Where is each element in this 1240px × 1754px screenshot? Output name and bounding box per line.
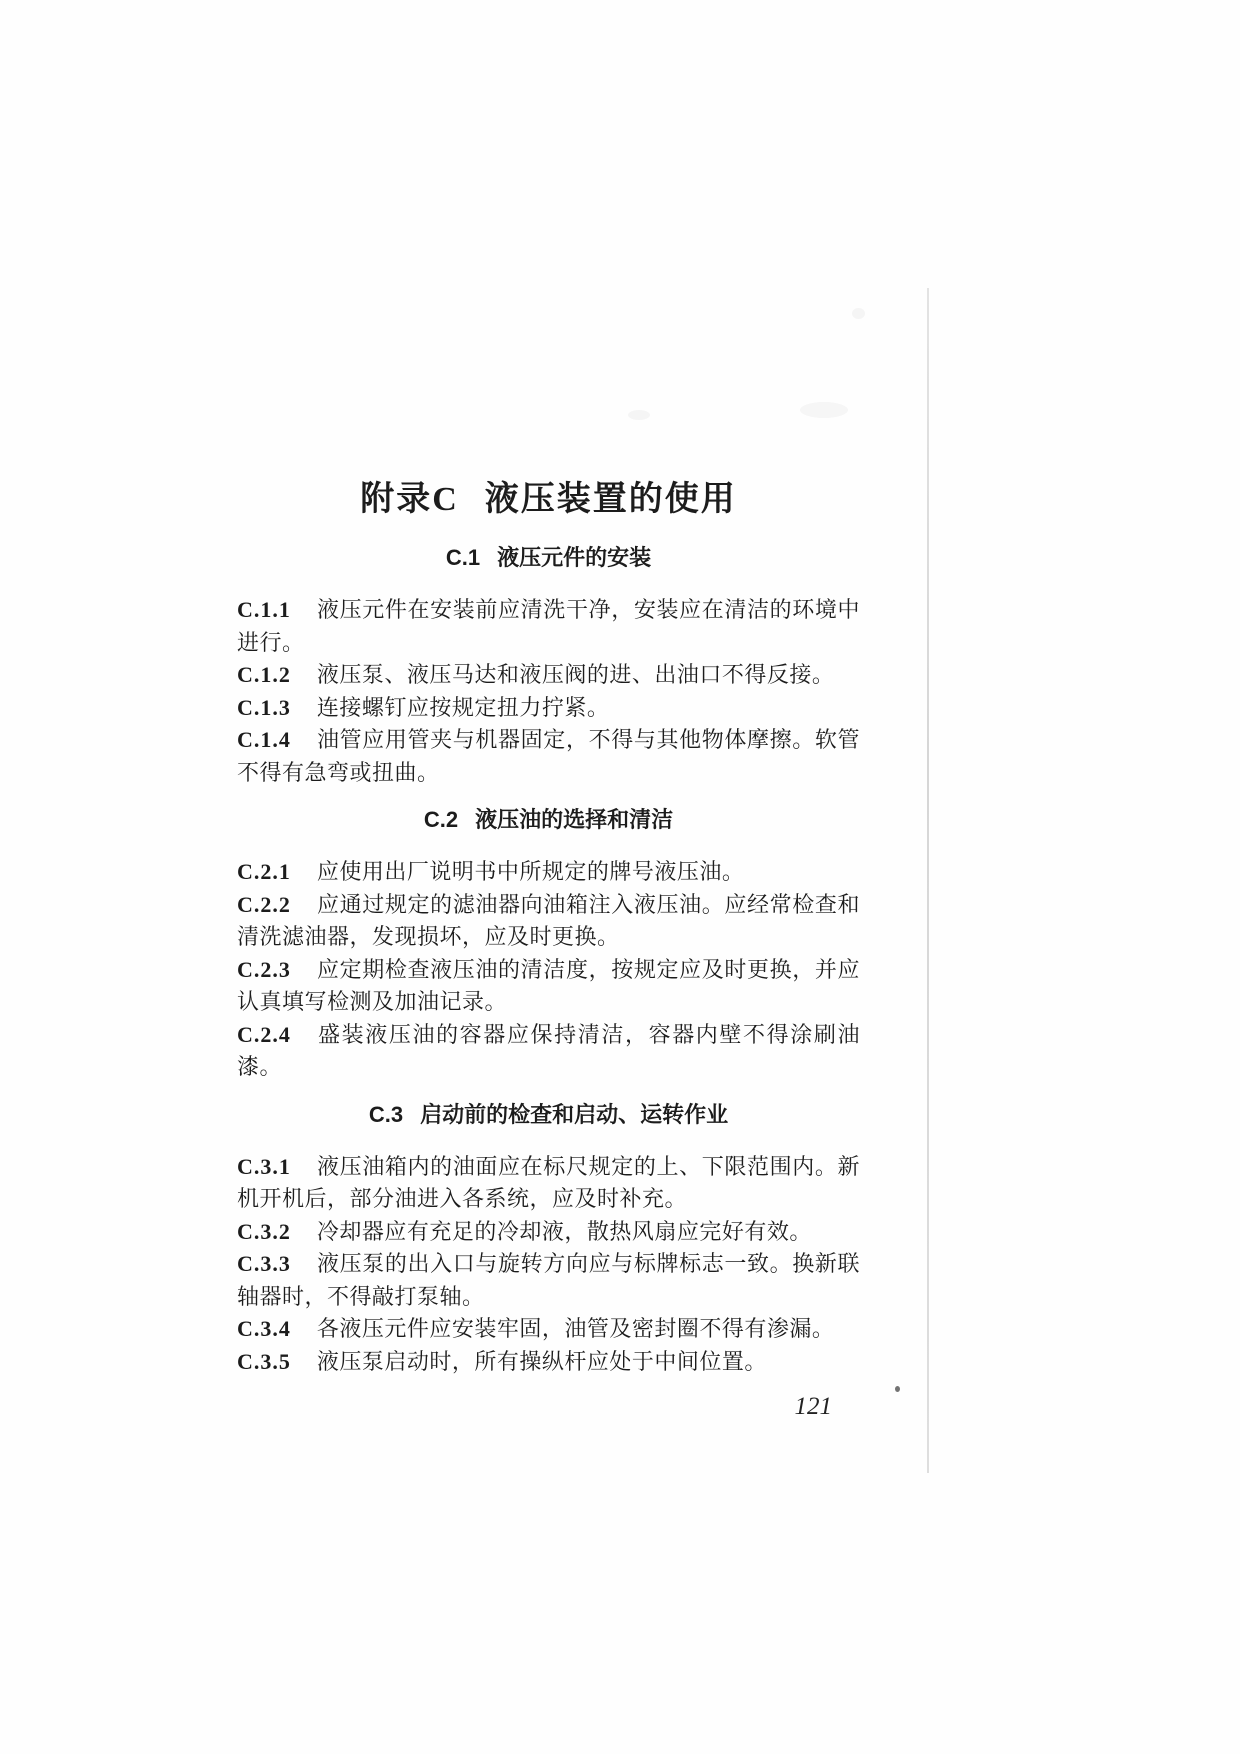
appendix-title xyxy=(237,480,860,520)
scan-smudge xyxy=(800,402,848,418)
clause-number: C.1.4 xyxy=(237,727,291,752)
clause-text: 液压油箱内的油面应在标尺规定的上、下限范围内。新机开机后，部分油进入各系统，应及时补充。 xyxy=(237,1153,860,1211)
section-title: 液压元件的安装 xyxy=(497,545,652,570)
appendix-title-text: 液压装置的使用 xyxy=(484,481,737,518)
section-title: 液压油的选择和清洁 xyxy=(475,807,674,832)
page-number: 121 xyxy=(794,1393,832,1420)
clause-c2-3 xyxy=(237,954,860,1019)
clause-text: 液压泵、液压马达和液压阀的进、出油口不得反接。 xyxy=(316,662,835,687)
clause-number: C.2.2 xyxy=(237,891,291,917)
clause-c2-2 xyxy=(237,889,860,954)
section-number: C.2 xyxy=(423,807,459,832)
appendix-content xyxy=(237,480,860,1378)
clause-c1-4 xyxy=(237,724,860,789)
clause-c2-4 xyxy=(237,1019,860,1084)
section-number: C.1 xyxy=(445,545,481,570)
clause-number: C.3.3 xyxy=(237,1251,291,1276)
clause-text: 应定期检查液压油的清洁度，按规定应及时更换，并应认真填写检测及加油记录。 xyxy=(237,956,860,1014)
clause-text: 应通过规定的滤油器向油箱注入液压油。应经常检查和清洗滤油器，发现损坏，应及时更换。 xyxy=(237,891,860,949)
clause-c1-2 xyxy=(237,659,860,692)
clause-number: C.2.3 xyxy=(237,956,291,982)
clause-c3-4 xyxy=(237,1313,860,1346)
clause-text: 液压泵的出入口与旋转方向应与标牌标志一致。换新联轴器时，不得敲打泵轴。 xyxy=(237,1251,860,1309)
clause-text: 各液压元件应安装牢固，油管及密封圈不得有渗漏。 xyxy=(316,1316,835,1341)
clause-text: 应使用出厂说明书中所规定的牌号液压油。 xyxy=(316,859,745,884)
clause-text: 连接螺钉应按规定扭力拧紧。 xyxy=(316,694,610,720)
scan-smudge xyxy=(852,308,865,319)
clause-c1-1 xyxy=(237,594,860,659)
clause-text: 液压泵启动时，所有操纵杆应处于中间位置。 xyxy=(316,1348,767,1374)
clause-c3-5 xyxy=(237,1346,860,1379)
clause-text: 液压元件在安装前应清洗干净，安装应在清洁的环境中进行。 xyxy=(237,597,860,655)
page-fold-line xyxy=(927,288,929,1473)
clause-number: C.3.2 xyxy=(237,1218,291,1244)
section-heading-c3 xyxy=(237,1101,860,1129)
clause-text: 冷却器应有充足的冷却液，散热风扇应完好有效。 xyxy=(316,1218,812,1244)
section-title: 启动前的检查和启动、运转作业 xyxy=(420,1101,729,1127)
scan-smudge xyxy=(628,410,650,420)
section-heading-c2 xyxy=(237,806,860,834)
section-c1 xyxy=(237,544,860,789)
clause-number: C.1.3 xyxy=(237,694,291,720)
clause-text: 油管应用管夹与机器固定，不得与其他物体摩擦。软管不得有急弯或扭曲。 xyxy=(237,727,860,785)
clause-number: C.3.1 xyxy=(237,1153,291,1179)
section-number: C.3 xyxy=(368,1101,404,1127)
section-heading-c1 xyxy=(237,544,860,572)
clause-text: 盛装液压油的容器应保持清洁，容器内壁不得涂刷油漆。 xyxy=(237,1021,860,1079)
clause-number: C.2.4 xyxy=(237,1021,291,1047)
clause-number: C.1.1 xyxy=(237,597,291,622)
clause-number: C.1.2 xyxy=(237,662,291,687)
clause-number: C.2.1 xyxy=(237,859,291,884)
clause-c1-3 xyxy=(237,692,860,725)
clause-number: C.3.4 xyxy=(237,1316,291,1341)
section-c2 xyxy=(237,806,860,1084)
appendix-title-prefix: 附录C xyxy=(360,481,459,518)
section-c3 xyxy=(237,1101,860,1379)
clause-c3-2 xyxy=(237,1216,860,1249)
clause-c3-3 xyxy=(237,1248,860,1313)
scan-speck xyxy=(895,1386,900,1392)
clause-c2-1 xyxy=(237,856,860,889)
clause-number: C.3.5 xyxy=(237,1348,291,1374)
clause-c3-1 xyxy=(237,1151,860,1216)
